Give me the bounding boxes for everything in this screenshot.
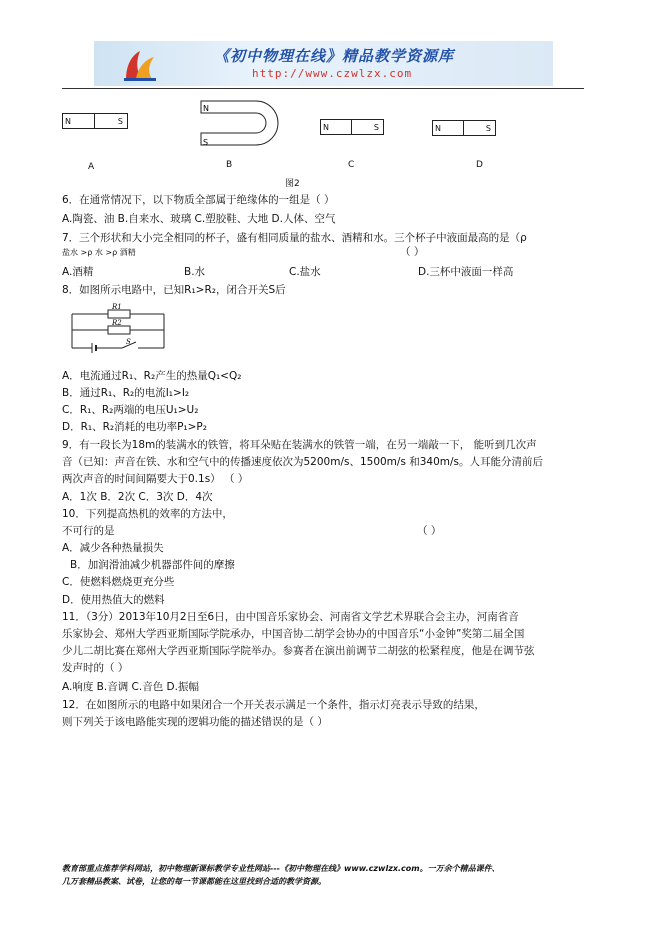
question-7-paren: （ ） (400, 246, 425, 258)
figure-label-c: C (348, 160, 355, 170)
page-footer (62, 862, 602, 888)
footer-line-1: 教育部重点推荐学科网站，初中物理新课标教学专业性网站---《初中物理在线》www.czwlzx.com。一万余个精品课件、 (62, 864, 500, 873)
header-banner (94, 41, 553, 86)
question-8-option-c: C．R₁、R₂两端的电压U₁>U₂ (62, 404, 199, 416)
question-10-option-c: C．使燃料燃烧更充分些 (62, 576, 175, 588)
magnet-d (432, 120, 496, 136)
circuit-r2-label: R2 (112, 319, 122, 327)
footer-line-2: 几万套精品教案、试卷，让您的每一节课都能在这里找到合适的教学资源。 (62, 877, 326, 886)
horseshoe-magnet (200, 100, 282, 148)
banner-title: 《初中物理在线》精品教学资源库 (214, 47, 455, 65)
question-7-option-c: C.盐水 (289, 266, 321, 278)
question-10-option-d: D．使用热值大的燃料 (62, 594, 165, 606)
magnet-c-south: S (373, 122, 379, 132)
magnet-c-north: N (321, 120, 352, 134)
magnet-a-north: N (63, 114, 95, 128)
horseshoe-south: S (203, 138, 209, 147)
question-10-paren: （ ） (417, 525, 442, 537)
question-9-line-2: 音（已知：声音在铁、水和空气中的传播速度依次为5200m/s、1500m/s 和340m/s。人耳能分清前后 (62, 456, 544, 468)
magnet-c (320, 119, 384, 135)
magnet-d-north: N (433, 121, 464, 135)
circuit-diagram (66, 304, 170, 356)
question-12-line-1: 12．在如图所示的电路中如果闭合一个开关表示满足一个条件，指示灯亮表示导致的结果， (62, 699, 485, 711)
circuit-switch-label: S (126, 338, 131, 346)
figure-label-a: A (88, 162, 95, 172)
question-10-line-1: 10．下列提高热机的效率的方法中， (62, 508, 233, 520)
question-8-option-b: B．通过R₁、R₂的电流I₁>I₂ (62, 387, 190, 399)
question-11-line-2: 乐家协会、郑州大学西亚斯国际学院承办，中国音协二胡学会协办的中国音乐“小金钟”奖第二届全国 (62, 628, 525, 640)
figure-label-b: B (226, 160, 233, 170)
magnet-a (62, 113, 128, 129)
magnet-a-south: S (117, 116, 123, 126)
question-7-option-d: D.三杯中液面一样高 (418, 266, 514, 278)
question-10-option-a: A．减少各种热量损失 (62, 542, 164, 554)
question-8-option-a: A．电流通过R₁、R₂产生的热量Q₁<Q₂ (62, 370, 242, 382)
question-12-line-2: 则下列关于该电路能实现的逻辑功能的描述错误的是（ ） (62, 716, 328, 728)
question-9-line-1: 9．有一段长为18m的装满水的铁管，将耳朵贴在装满水的铁管一端，在另一端敲一下， 能听到几次声 (62, 439, 537, 451)
question-7-density: 盐水 >ρ 水 >ρ 酒精 (62, 248, 136, 257)
question-9-line-3: 两次声音的时间间隔要大于0.1s） （ ） (62, 473, 249, 485)
question-10-option-b: B．加润滑油减少机器部件间的摩擦 (70, 559, 235, 571)
question-7-option-b: B.水 (184, 266, 206, 278)
figure-caption: 图2 (285, 179, 300, 189)
question-8: 8．如图所示电路中，已知R₁>R₂，闭合开关S后 (62, 284, 286, 296)
question-9-options: A．1次 B．2次 C．3次 D．4次 (62, 491, 213, 503)
question-10-line-2: 不可行的是 (62, 525, 115, 537)
banner-url[interactable]: http://www.czwlzx.com (252, 67, 413, 80)
question-7-option-a: A.酒精 (62, 266, 94, 278)
circuit-r1-label: R1 (112, 303, 122, 311)
question-11-options: A.响度 B.音调 C.音色 D.振幅 (62, 681, 199, 693)
site-logo-icon (122, 45, 158, 83)
question-11-line-3: 少儿二胡比赛在郑州大学西亚斯国际学院举办。参赛者在演出前调节二胡弦的松紧程度，他是在调节弦 (62, 645, 535, 657)
question-11-line-1: 11．（3分）2013年10月2日至6日，由中国音乐家协会、河南省文学艺术界联合会主办，河南省音 (62, 611, 519, 623)
figure-label-d: D (476, 160, 483, 170)
horseshoe-north: N (203, 104, 209, 113)
question-8-option-d: D．R₁、R₂消耗的电功率P₁>P₂ (62, 421, 207, 433)
question-6: 6．在通常情况下，以下物质全部属于绝缘体的一组是（ ） (62, 194, 335, 206)
header-rule (62, 88, 584, 89)
magnet-d-south: S (485, 123, 491, 133)
question-7: 7．三个形状和大小完全相同的杯子，盛有相同质量的盐水、酒精和水。三个杯子中液面最高的是（ρ (62, 232, 527, 244)
question-6-options: A.陶瓷、油 B.自来水、玻璃 C.塑胶鞋、大地 D.人体、空气 (62, 213, 336, 225)
question-11-line-4: 发声时的（ ） (62, 662, 129, 674)
